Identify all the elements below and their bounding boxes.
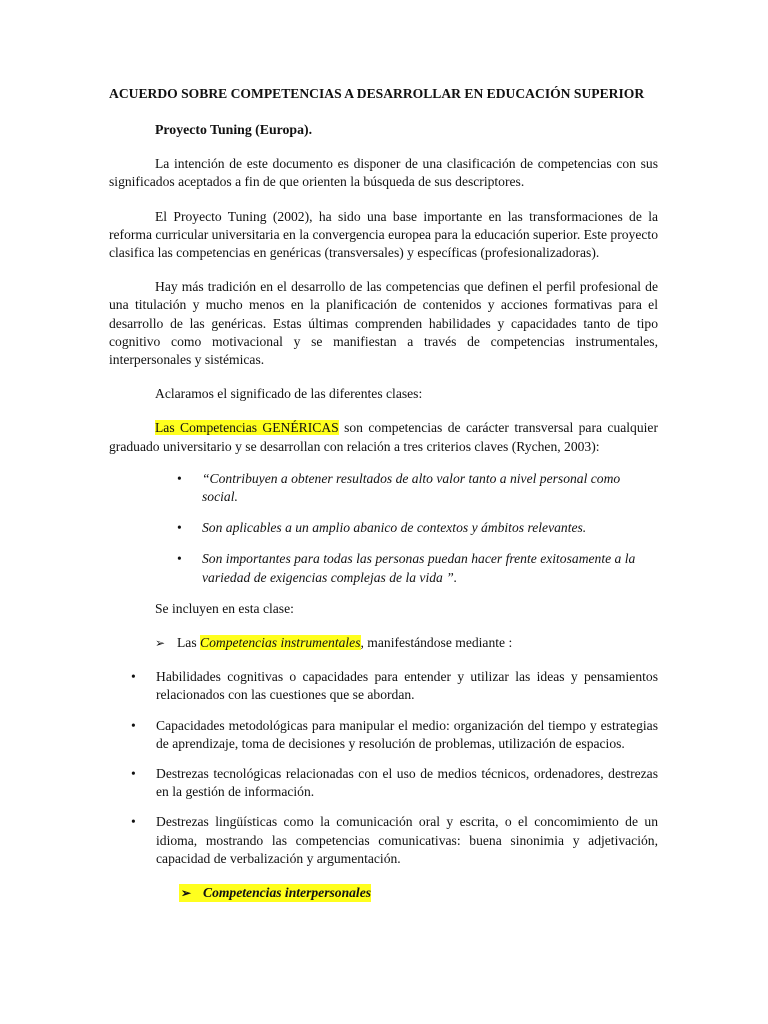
arrow-bullet-icon: ➢ (155, 636, 166, 651)
list-item (109, 813, 658, 868)
list-item-text: Capacidades metodológicas para manipular el medio: organización del tiempo y estrategias de aprendizaje, toma de decisiones y resolución de problemas, utilización de espacios. (156, 717, 658, 751)
bullet-icon: • (177, 551, 182, 567)
document-title: ACUERDO SOBRE COMPETENCIAS A DESARROLLAR EN EDUCACIÓN SUPERIOR (109, 86, 645, 101)
list-item (109, 668, 658, 704)
includes-line: Se incluyen en esta clase: (155, 600, 294, 616)
tuning-paragraph: El Proyecto Tuning (2002), ha sido una base importante en las transformaciones de la reforma curricular universitaria en la convergencia europea para la educación superior. Este proyecto clasifica las competencias en genéricas (transversales) y específicas (profesionalizadoras). (109, 208, 658, 261)
list-item (109, 470, 658, 506)
list-item-text: Habilidades cognitivas o capacidades para entender y utilizar las ideas y pensamientos relacionados con las cuestiones que se abordan. (156, 669, 658, 703)
instrumental-suffix: , manifestándose mediante : (360, 635, 513, 651)
bullet-icon: • (131, 814, 136, 830)
bullet-icon: • (131, 766, 136, 782)
list-item-text: Destrezas lingüísticas como la comunicación oral y escrita, o el concomimiento de un idioma, mostrando las competencias comunicativas: buena sinonimia y adjetivación, capacidad de verbalización y argumentación. (156, 814, 658, 866)
document-body (109, 85, 658, 902)
generic-paragraph (109, 419, 658, 455)
list-item (109, 519, 658, 537)
list-item-text: Destrezas tecnológicas relacionadas con el uso de medios técnicos, ordenadores, destrezas en la gestión de información. (156, 766, 658, 800)
list-item (109, 717, 658, 753)
list-item (109, 765, 658, 801)
list-item-text: Son importantes para todas las personas puedan hacer frente exitosamente a la variedad de exigencias complejas de la vida ”. (202, 551, 636, 585)
instrumental-list (109, 668, 658, 868)
bullet-icon: • (131, 717, 136, 733)
bullet-icon: • (131, 669, 136, 685)
tradition-paragraph: Hay más tradición en el desarrollo de las competencias que definen el perfil profesional de una titulación y mucho menos en la planificación de contenidos y acciones formativas para el desarrollo de las genéricas. Estas últimas comprenden habilidades y capacidades tanto de tipo cognitivo como motivacional y se manifiestan a través de competencias instrumentales, interpersonales y sistémicas. (109, 279, 658, 368)
criteria-list (109, 470, 658, 587)
interpersonal-heading-text: Competencias interpersonales (203, 885, 372, 901)
generic-text: son competencias de carácter transversal para cualquier graduado universitario y se desarrollan con relación a tres criterios claves (Rychen, 2003): (109, 420, 658, 454)
instrumental-line (177, 634, 512, 652)
list-item (109, 550, 658, 586)
list-item-text: Son aplicables a un amplio abanico de contextos y ámbitos relevantes. (202, 520, 587, 536)
clarify-line: Aclaramos el significado de las diferentes clases: (155, 386, 423, 402)
instrumental-highlight: Competencias instrumentales (200, 635, 361, 651)
generic-highlight: Las Competencias GENÉRICAS (155, 420, 339, 436)
bullet-icon: • (177, 520, 182, 536)
list-item-text: “Contribuyen a obtener resultados de alto valor tanto a nivel personal como social. (202, 470, 621, 505)
instrumental-heading (155, 634, 658, 652)
arrow-bullet-icon: ➢ (181, 886, 192, 901)
document-subtitle: Proyecto Tuning (Europa). (155, 122, 313, 137)
intro-paragraph: La intención de este documento es disponer de una clasificación de competencias con sus significados aceptados a fin de que orienten la búsqueda de sus descriptores. (109, 156, 658, 190)
instrumental-prefix: Las (177, 635, 201, 651)
bullet-icon: • (177, 470, 182, 486)
interpersonal-heading (179, 884, 371, 902)
